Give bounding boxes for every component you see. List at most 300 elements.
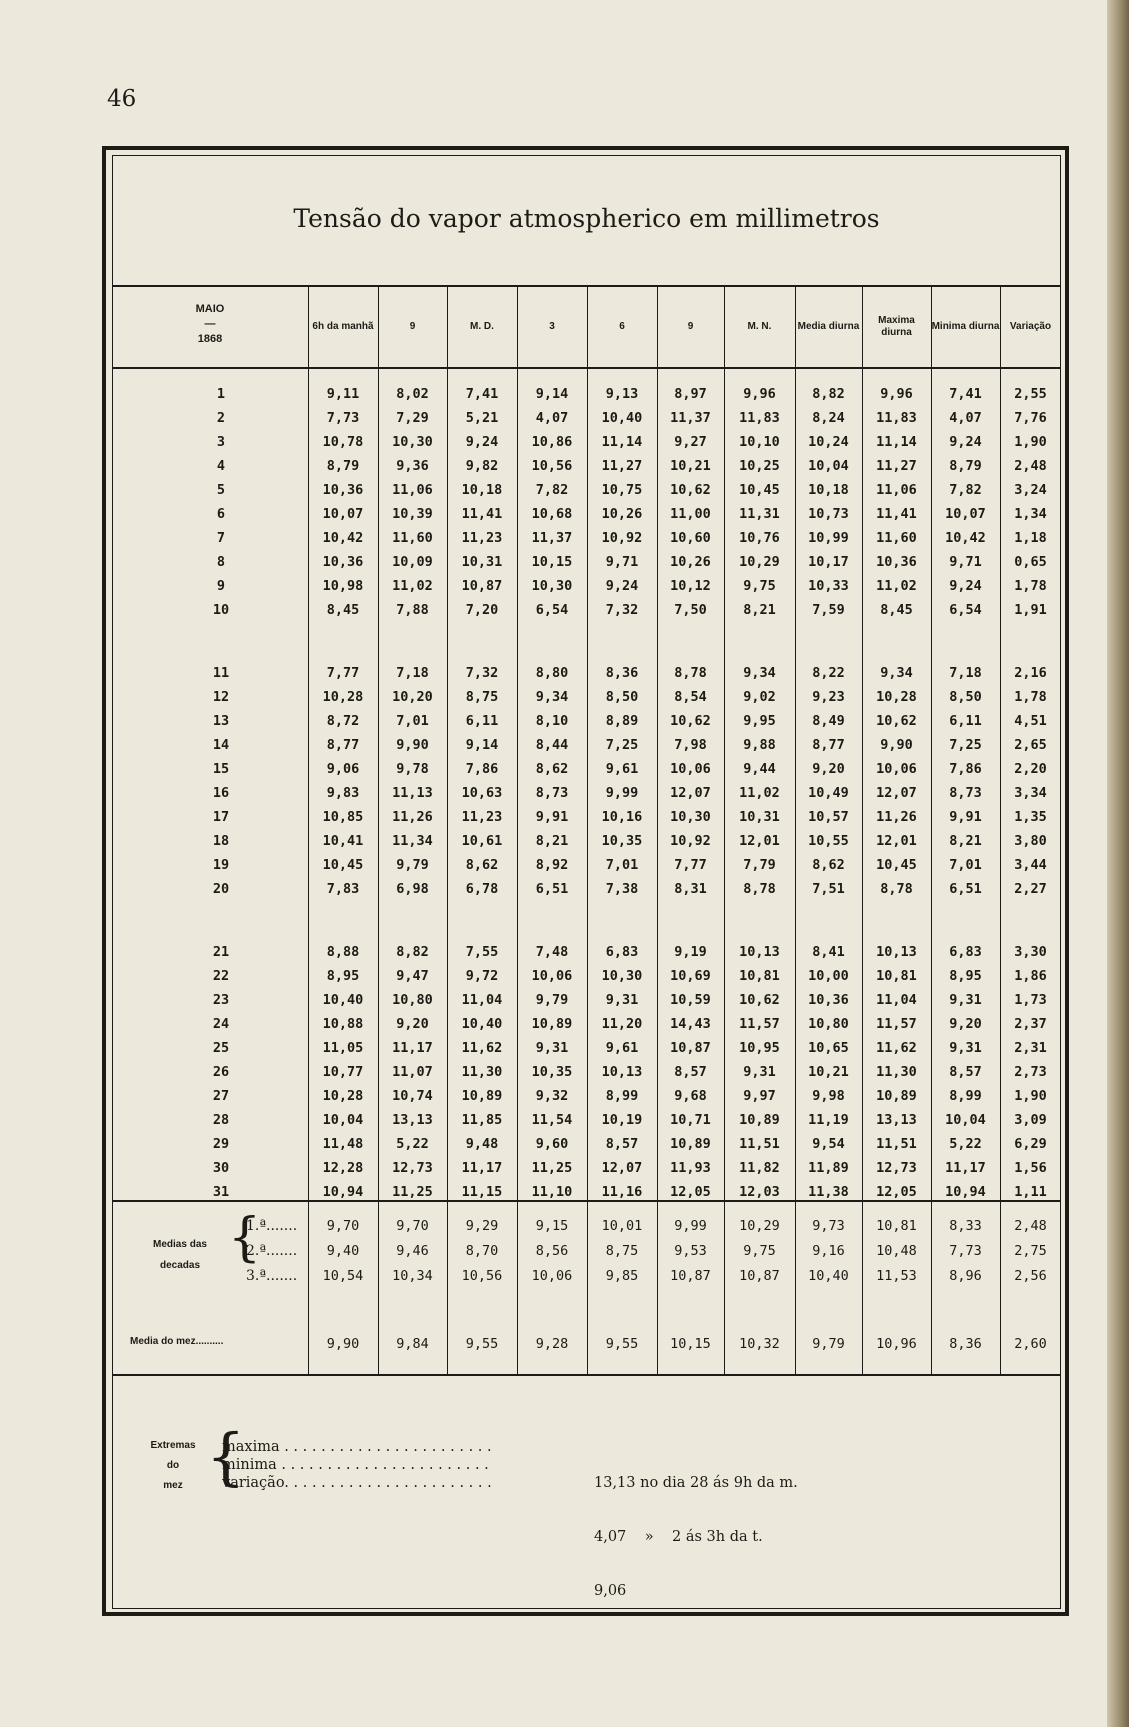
table-cell: 10,36 (876, 554, 917, 570)
table-cell: 3,44 (1014, 857, 1047, 873)
table-cell: 1,78 (1014, 578, 1047, 594)
table-cell: 5,21 (465, 410, 499, 426)
table-cell: 10,33 (808, 578, 849, 594)
day-label: 2 (216, 410, 226, 426)
table-cell: 10,40 (461, 1016, 503, 1032)
table-cell: 10,30 (392, 434, 433, 450)
table-cell: 11,60 (876, 530, 917, 546)
decade-mean-cell: 10,56 (461, 1268, 503, 1284)
table-cell: 11,51 (876, 1136, 917, 1152)
table-cell: 12,73 (876, 1160, 917, 1176)
table-cell: 12,01 (739, 833, 780, 849)
day-label: 6 (216, 506, 226, 522)
table-cell: 10,95 (739, 1040, 780, 1056)
table-cell: 10,10 (739, 434, 780, 450)
table-cell: 9,20 (396, 1016, 429, 1032)
table-cell: 7,32 (605, 602, 639, 618)
table-cell: 11,54 (531, 1112, 573, 1128)
table-cell: 10,30 (601, 968, 643, 984)
table-cell: 13,13 (392, 1112, 433, 1128)
table-cell: 11,48 (322, 1136, 364, 1152)
decade-mean-cell: 10,87 (670, 1268, 711, 1284)
table-cell: 2,48 (1014, 458, 1047, 474)
table-cell: 10,80 (392, 992, 433, 1008)
day-label: 23 (212, 992, 230, 1008)
day-label: 27 (212, 1088, 230, 1104)
table-cell: 1,18 (1014, 530, 1047, 546)
table-cell: 10,61 (461, 833, 503, 849)
table-cell: 11,05 (322, 1040, 364, 1056)
table-cell: 2,20 (1014, 761, 1047, 777)
table-cell: 1,78 (1014, 689, 1047, 705)
table-cell: 8,99 (605, 1088, 639, 1104)
table-cell: 9,31 (743, 1064, 776, 1080)
table-cell: 10,42 (945, 530, 986, 546)
table-cell: 10,76 (739, 530, 780, 546)
table-cell: 10,26 (601, 506, 643, 522)
table-cell: 8,31 (674, 881, 707, 897)
table-cell: 9,34 (743, 665, 776, 681)
day-label: 30 (212, 1160, 230, 1176)
month-mean-cell: 9,90 (326, 1336, 360, 1352)
table-cell: 8,88 (326, 944, 360, 960)
table-cell: 8,21 (743, 602, 776, 618)
table-cell: 10,18 (461, 482, 503, 498)
table-cell: 11,93 (670, 1160, 711, 1176)
table-cell: 7,86 (465, 761, 499, 777)
table-cell: 1,86 (1014, 968, 1047, 984)
decade-mean-cell: 9,53 (674, 1243, 707, 1259)
table-cell: 8,72 (326, 713, 360, 729)
table-cell: 7,50 (674, 602, 707, 618)
table-cell: 10,62 (670, 713, 711, 729)
table-cell: 10,09 (392, 554, 433, 570)
table-cell: 2,37 (1014, 1016, 1047, 1032)
table-cell: 11,10 (531, 1184, 573, 1200)
table-cell: 10,78 (322, 434, 364, 450)
table-cell: 6,51 (535, 881, 569, 897)
table-cell: 11,34 (392, 833, 433, 849)
decade-mean-cell: 8,70 (465, 1243, 499, 1259)
table-cell: 1,91 (1014, 602, 1047, 618)
table-cell: 10,94 (945, 1184, 986, 1200)
table-cell: 10,31 (739, 809, 780, 825)
table-cell: 11,37 (670, 410, 711, 426)
table-cell: 10,17 (808, 554, 849, 570)
table-cell: 11,83 (876, 410, 917, 426)
decade-mean-cell: 7,73 (949, 1243, 982, 1259)
table-cell: 10,28 (322, 1088, 364, 1104)
decade-mean-cell: 9,40 (326, 1243, 360, 1259)
table-cell: 8,36 (605, 665, 639, 681)
table-cell: 8,45 (326, 602, 360, 618)
decade-label: 2.ª....... (246, 1243, 298, 1259)
month-mean-cell: 8,36 (949, 1336, 982, 1352)
table-cell: 8,24 (812, 410, 845, 426)
table-cell: 7,25 (949, 737, 982, 753)
table-cell: 10,07 (945, 506, 986, 522)
table-cell: 7,01 (605, 857, 639, 873)
table-cell: 9,06 (326, 761, 360, 777)
table-cell: 9,98 (812, 1088, 845, 1104)
table-cell: 8,49 (812, 713, 845, 729)
column-header: 9 (409, 321, 416, 332)
table-cell: 9,91 (949, 809, 982, 825)
table-cell: 3,30 (1014, 944, 1047, 960)
table-cell: 9,79 (396, 857, 429, 873)
table-cell: 9,20 (812, 761, 845, 777)
table-cell: 10,45 (876, 857, 917, 873)
table-cell: 8,57 (674, 1064, 707, 1080)
table-cell: 8,79 (326, 458, 360, 474)
table-cell: 9,02 (743, 689, 776, 705)
table-cell: 9,44 (743, 761, 776, 777)
table-cell: 7,88 (396, 602, 429, 618)
table-cell: 9,31 (949, 992, 982, 1008)
table-cell: 10,30 (670, 809, 711, 825)
table-cell: 10,39 (392, 506, 433, 522)
table-cell: 9,75 (743, 578, 776, 594)
table-cell: 10,60 (670, 530, 711, 546)
table-cell: 10,88 (322, 1016, 364, 1032)
table-cell: 6,29 (1014, 1136, 1047, 1152)
decade-mean-cell: 8,56 (535, 1243, 569, 1259)
table-cell: 3,24 (1014, 482, 1047, 498)
table-cell: 6,11 (949, 713, 982, 729)
table-cell: 3,80 (1014, 833, 1047, 849)
table-cell: 11,13 (392, 785, 433, 801)
table-cell: 9,61 (605, 761, 639, 777)
table-cell: 10,36 (808, 992, 849, 1008)
table-cell: 8,02 (396, 386, 429, 402)
decade-means-label-line1: Medias das (153, 1239, 207, 1250)
table-cell: 11,41 (876, 506, 917, 522)
extreme-name-maxima: maxima . . . . . . . . . . . . . . . . . . . . . . . (222, 1439, 492, 1455)
table-cell: 11,31 (739, 506, 780, 522)
table-cell: 11,17 (945, 1160, 986, 1176)
table-cell: 7,79 (743, 857, 776, 873)
table-cell: 8,95 (949, 968, 982, 984)
table-cell: 4,07 (535, 410, 569, 426)
column-header: 9 (687, 321, 694, 332)
decade-mean-cell: 2,75 (1014, 1243, 1047, 1259)
day-label: 28 (212, 1112, 230, 1128)
table-cell: 11,26 (392, 809, 433, 825)
table-cell: 7,98 (674, 737, 707, 753)
table-cell: 11,14 (601, 434, 643, 450)
table-cell: 1,56 (1014, 1160, 1047, 1176)
table-cell: 10,98 (322, 578, 364, 594)
table-cell: 10,49 (808, 785, 849, 801)
table-cell: 10,69 (670, 968, 711, 984)
table-cell: 10,21 (808, 1064, 849, 1080)
table-cell: 10,87 (670, 1040, 711, 1056)
decade-brace: { (228, 1208, 262, 1268)
table-cell: 12,01 (876, 833, 917, 849)
table-cell: 8,50 (605, 689, 639, 705)
table-cell: 11,60 (392, 530, 433, 546)
table-cell: 8,77 (326, 737, 360, 753)
table-cell: 9,88 (743, 737, 776, 753)
decade-mean-cell: 10,87 (739, 1268, 780, 1284)
table-cell: 3,34 (1014, 785, 1047, 801)
table-cell: 2,31 (1014, 1040, 1047, 1056)
table-cell: 7,01 (396, 713, 429, 729)
extremes-label-line2: do (166, 1460, 180, 1471)
extreme-name-minima: minima . . . . . . . . . . . . . . . . . . . . . . . (222, 1457, 489, 1473)
table-cell: 7,20 (465, 602, 499, 618)
decade-mean-cell: 10,81 (876, 1218, 917, 1234)
table-cell: 4,51 (1014, 713, 1047, 729)
table-cell: 4,07 (949, 410, 982, 426)
table-cell: 10,85 (322, 809, 364, 825)
extremes-label-line3: mez (163, 1480, 183, 1491)
table-cell: 10,56 (531, 458, 573, 474)
day-label: 8 (216, 554, 226, 570)
table-cell: 12,05 (670, 1184, 711, 1200)
table-cell: 7,38 (605, 881, 639, 897)
decade-mean-cell: 8,96 (949, 1268, 982, 1284)
header-year: 1868 (197, 333, 223, 345)
day-label: 9 (216, 578, 226, 594)
table-cell: 10,81 (739, 968, 780, 984)
table-cell: 10,13 (601, 1064, 643, 1080)
table-cell: 10,06 (876, 761, 917, 777)
column-header: M. D. (470, 321, 494, 332)
table-cell: 10,29 (739, 554, 780, 570)
table-cell: 9,61 (605, 1040, 639, 1056)
column-header: M. N. (747, 321, 772, 332)
table-cell: 10,06 (670, 761, 711, 777)
table-cell: 8,99 (949, 1088, 982, 1104)
table-cell: 10,13 (739, 944, 780, 960)
table-cell: 11,62 (461, 1040, 503, 1056)
table-cell: 8,57 (949, 1064, 982, 1080)
decade-mean-cell: 10,54 (322, 1268, 364, 1284)
table-cell: 11,02 (739, 785, 780, 801)
table-cell: 11,30 (876, 1064, 917, 1080)
table-cell: 10,24 (808, 434, 849, 450)
day-label: 18 (212, 833, 230, 849)
decade-mean-cell: 8,75 (605, 1243, 639, 1259)
decade-mean-cell: 8,33 (949, 1218, 982, 1234)
header-month: MAIO (195, 303, 225, 315)
month-mean-cell: 10,96 (876, 1336, 917, 1352)
table-cell: 8,62 (812, 857, 845, 873)
table-cell: 7,25 (605, 737, 639, 753)
table-cell: 10,68 (531, 506, 573, 522)
table-cell: 10,06 (531, 968, 573, 984)
table-cell: 10,45 (322, 857, 364, 873)
table-cell: 7,77 (674, 857, 707, 873)
page-number: 46 (107, 86, 137, 112)
table-cell: 0,65 (1014, 554, 1047, 570)
table-cell: 9,54 (812, 1136, 845, 1152)
table-cell: 11,41 (461, 506, 503, 522)
table-cell: 2,55 (1014, 386, 1047, 402)
table-cell: 10,99 (808, 530, 849, 546)
table-cell: 7,86 (949, 761, 982, 777)
decade-mean-cell: 11,53 (876, 1268, 917, 1284)
table-cell: 9,20 (949, 1016, 982, 1032)
table-cell: 9,47 (396, 968, 429, 984)
extremes-names (222, 1438, 582, 1492)
table-cell: 8,79 (949, 458, 982, 474)
table-cell: 9,82 (465, 458, 499, 474)
table-cell: 11,14 (876, 434, 917, 450)
table-cell: 11,00 (670, 506, 711, 522)
means-bottom-rule (112, 1374, 1061, 1376)
table-cell: 10,12 (670, 578, 711, 594)
table-cell: 2,27 (1014, 881, 1047, 897)
day-label: 20 (212, 881, 230, 897)
decade-mean-cell: 9,70 (326, 1218, 360, 1234)
decade-mean-cell: 9,99 (674, 1218, 707, 1234)
day-label: 25 (212, 1040, 230, 1056)
column-header: Variação (1009, 321, 1052, 332)
table-cell: 9,31 (535, 1040, 569, 1056)
extreme-value-variacao: 9,06 (594, 1583, 627, 1599)
table-cell: 10,28 (322, 689, 364, 705)
month-mean-cell: 9,55 (605, 1336, 639, 1352)
table-cell: 9,31 (949, 1040, 982, 1056)
table-cell: 2,73 (1014, 1064, 1047, 1080)
decade-mean-cell: 9,75 (743, 1243, 776, 1259)
table-cell: 7,01 (949, 857, 982, 873)
table-cell: 11,04 (876, 992, 917, 1008)
table-cell: 10,87 (461, 578, 503, 594)
decade-mean-cell: 2,48 (1014, 1218, 1047, 1234)
table-cell: 10,94 (322, 1184, 364, 1200)
table-cell: 10,73 (808, 506, 849, 522)
table-cell: 8,50 (949, 689, 982, 705)
table-cell: 11,16 (601, 1184, 643, 1200)
table-cell: 7,32 (465, 665, 499, 681)
table-cell: 9,60 (535, 1136, 569, 1152)
day-label: 4 (216, 458, 226, 474)
month-mean-cell: 10,32 (739, 1336, 780, 1352)
table-cell: 12,07 (876, 785, 917, 801)
decade-mean-cell: 10,48 (876, 1243, 917, 1259)
table-cell: 7,48 (535, 944, 569, 960)
table-cell: 8,21 (949, 833, 982, 849)
table-cell: 6,78 (465, 881, 499, 897)
table-cell: 9,99 (605, 785, 639, 801)
table-cell: 11,51 (739, 1136, 780, 1152)
decade-mean-cell: 2,56 (1014, 1268, 1047, 1284)
table-cell: 7,29 (396, 410, 429, 426)
column-header: 6 (619, 321, 625, 332)
table-cell: 12,03 (739, 1184, 780, 1200)
day-label: 26 (212, 1064, 230, 1080)
decade-mean-cell: 9,29 (465, 1218, 499, 1234)
table-cell: 9,31 (605, 992, 639, 1008)
table-cell: 11,27 (601, 458, 643, 474)
table-cell: 12,05 (876, 1184, 917, 1200)
decade-means-label-line2: decadas (159, 1260, 201, 1271)
table-cell: 10,04 (945, 1112, 986, 1128)
day-label: 16 (212, 785, 230, 801)
table-cell: 9,11 (326, 386, 360, 402)
column-header: 3 (549, 321, 555, 332)
table-cell: 11,06 (392, 482, 433, 498)
table-cell: 9,95 (743, 713, 776, 729)
decade-label: 1.ª....... (246, 1218, 298, 1234)
decade-mean-cell: 10,40 (808, 1268, 849, 1284)
table-cell: 12,07 (601, 1160, 643, 1176)
table-cell: 10,35 (531, 1064, 573, 1080)
table-cell: 10,26 (670, 554, 711, 570)
table-cell: 10,40 (322, 992, 364, 1008)
table-cell: 11,26 (876, 809, 917, 825)
table-cell: 2,16 (1014, 665, 1047, 681)
extreme-value-maxima: 13,13 no dia 28 ás 9h da m. (594, 1475, 798, 1491)
table-cell: 8,44 (535, 737, 569, 753)
day-label: 22 (212, 968, 230, 984)
table-cell: 7,41 (949, 386, 982, 402)
column-header: Minima diurna (931, 321, 1000, 332)
table-cell: 9,24 (949, 434, 982, 450)
table-cell: 6,11 (465, 713, 499, 729)
table-cell: 11,23 (461, 530, 503, 546)
table-cell: 13,13 (876, 1112, 917, 1128)
table-cell: 9,90 (880, 737, 913, 753)
table-cell: 11,06 (876, 482, 917, 498)
table-cell: 11,20 (601, 1016, 643, 1032)
table-cell: 9,14 (535, 386, 569, 402)
day-label: 24 (212, 1016, 230, 1032)
table-cell: 10,35 (601, 833, 643, 849)
table-cell: 8,78 (674, 665, 707, 681)
table-cell: 9,90 (396, 737, 429, 753)
decade-mean-cell: 9,85 (605, 1268, 639, 1284)
table-cell: 7,18 (949, 665, 982, 681)
table-cell: 2,65 (1014, 737, 1047, 753)
table-cell: 8,54 (674, 689, 707, 705)
table-cell: 10,89 (876, 1088, 917, 1104)
day-label: 31 (212, 1184, 230, 1200)
table-cell: 10,81 (876, 968, 917, 984)
table-cell: 8,97 (674, 386, 707, 402)
day-label: 11 (212, 665, 230, 681)
table-cell: 7,55 (465, 944, 499, 960)
header-month-cell (112, 302, 308, 347)
table-cell: 9,34 (535, 689, 569, 705)
table-cell: 9,91 (535, 809, 569, 825)
table-cell: 10,86 (531, 434, 573, 450)
table-cell: 8,73 (949, 785, 982, 801)
table-cell: 11,19 (808, 1112, 849, 1128)
table-cell: 8,78 (743, 881, 776, 897)
decade-mean-cell: 9,70 (396, 1218, 429, 1234)
table-cell: 8,22 (812, 665, 845, 681)
table-cell: 8,82 (812, 386, 845, 402)
table-cell: 10,45 (739, 482, 780, 498)
table-cell: 10,15 (531, 554, 573, 570)
table-cell: 9,36 (396, 458, 429, 474)
table-cell: 9,72 (465, 968, 499, 984)
table-cell: 10,40 (601, 410, 643, 426)
table-cell: 8,62 (465, 857, 499, 873)
table-cell: 8,92 (535, 857, 569, 873)
decade-mean-cell: 9,15 (535, 1218, 569, 1234)
table-cell: 7,41 (465, 386, 499, 402)
table-cell: 3,09 (1014, 1112, 1047, 1128)
table-cell: 9,96 (743, 386, 776, 402)
table-cell: 8,10 (535, 713, 569, 729)
table-cell: 1,73 (1014, 992, 1047, 1008)
table-cell: 11,57 (739, 1016, 780, 1032)
